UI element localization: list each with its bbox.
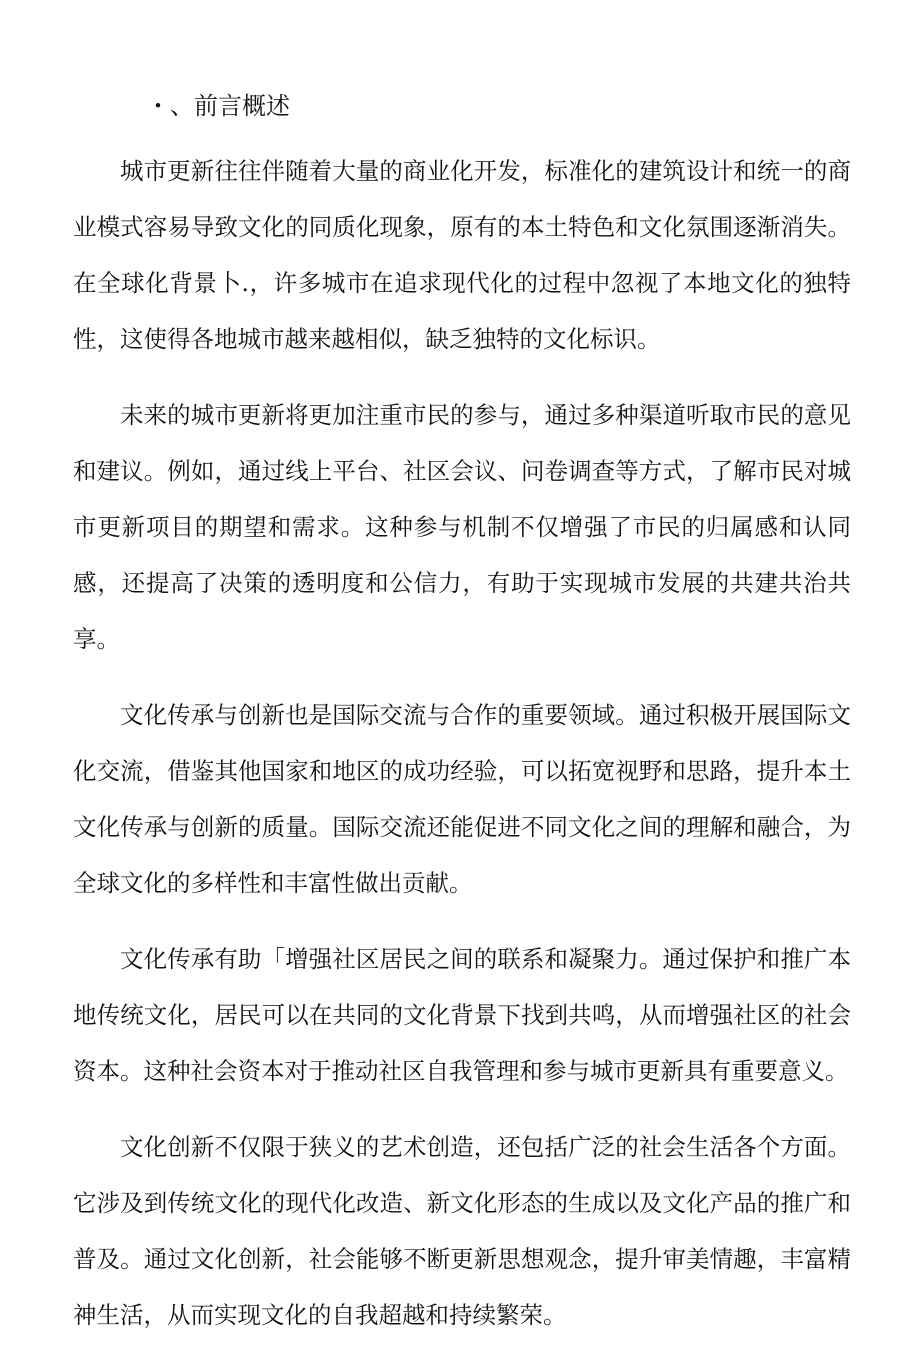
- paragraph-4: 文化传承有助「增强社区居民之间的联系和凝聚力。通过保护和推广本地传统文化，居民可以在共同的文化背景下找到共鸣，从而增强社区的社会资本。这种社会资本对于推动社区自我管理和参与城市更新具有重要意义。: [73, 945, 851, 1085]
- document-body: [73, 143, 851, 1363]
- paragraph-2: 未来的城市更新将更加注重市民的参与，通过多种渠道听取市民的意见和建议。例如，通过线上平台、社区会议、问卷调查等方式，了解市民对城市更新项目的期望和需求。这种参与机制不仅增强了市民的归属感和认同感，还提高了决策的透明度和公信力，有助于实现城市发展的共建共治共享。: [73, 401, 851, 653]
- section-heading: ・、前言概述: [146, 92, 290, 120]
- paragraph-1: 城市更新往往伴随着大量的商业化开发，标准化的建筑设计和统一的商业模式容易导致文化的同质化现象，原有的本土特色和文化氛围逐渐消失。在全球化背景卜.，许多城市在追求现代化的过程中忽视了本地文化的独特性，这使得各地城市越来越相似，缺乏独特的文化标识。: [73, 157, 851, 353]
- paragraph-5: 文化创新不仅限于狭义的艺术创造，还包括广泛的社会生活各个方面。它涉及到传统文化的现代化改造、新文化形态的生成以及文化产品的推广和普及。通过文化创新，社会能够不断更新思想观念，提升审美情趣，丰富精神生活，从而实现文化的自我超越和持续繁荣。: [73, 1133, 851, 1329]
- paragraph-3: 文化传承与创新也是国际交流与合作的重要领域。通过积极开展国际文化交流，借鉴其他国家和地区的成功经验，可以拓宽视野和思路，提升本土文化传承与创新的质量。国际交流还能促进不同文化之间的理解和融合，为全球文化的多样性和丰富性做出贡献。: [73, 701, 851, 897]
